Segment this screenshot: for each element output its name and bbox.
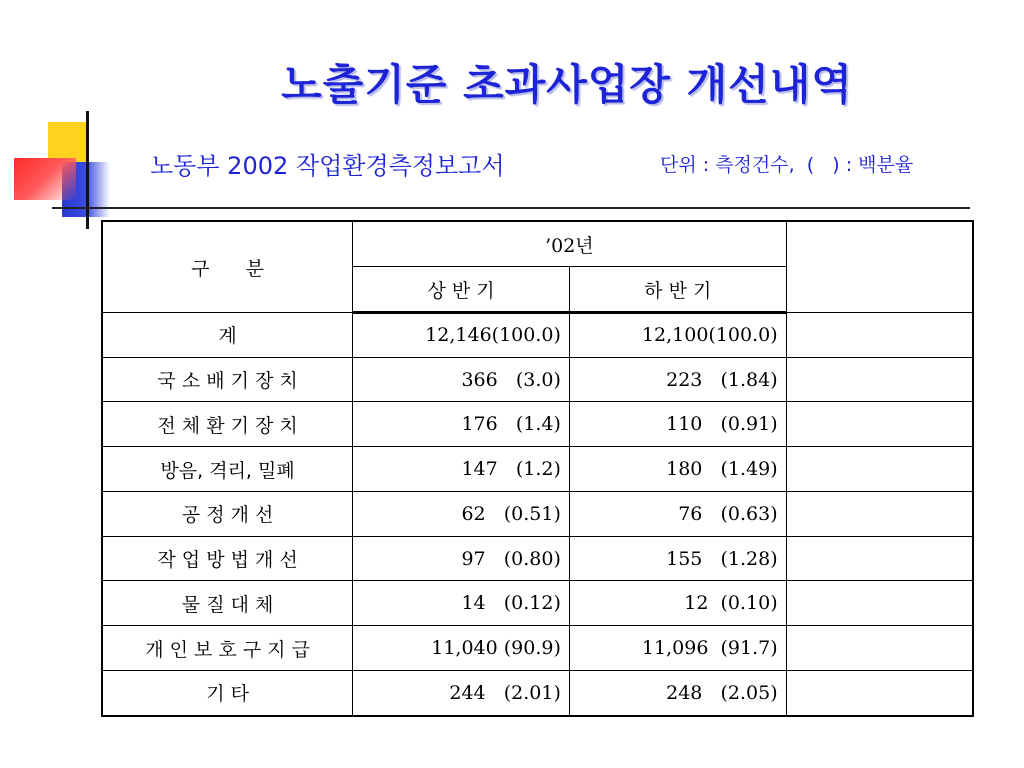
row-second-half-value: 248 (2.05) — [569, 670, 786, 716]
row-second-half-value: 110 (0.91) — [569, 402, 786, 447]
row-first-half-value: 366 (3.0) — [353, 357, 570, 402]
table-row — [102, 536, 973, 581]
decor-red-square — [14, 158, 76, 200]
row-first-half-value: 62 (0.51) — [353, 491, 570, 536]
row-second-half-value: 12,100(100.0) — [569, 313, 786, 358]
header-row-1 — [102, 221, 973, 267]
row-label: 국 소 배 기 장 치 — [102, 357, 353, 402]
slide-subtitle: 노동부 2002 작업환경측정보고서 — [150, 152, 505, 180]
row-extra-value — [786, 447, 973, 492]
table-row — [102, 491, 973, 536]
row-extra-value — [786, 313, 973, 358]
row-label: 계 — [102, 313, 353, 358]
table-row — [102, 447, 973, 492]
row-extra-value — [786, 357, 973, 402]
row-first-half-value: 14 (0.12) — [353, 581, 570, 626]
row-second-half-value: 12 (0.10) — [569, 581, 786, 626]
table-row — [102, 626, 973, 671]
header-year: ’02년 — [353, 221, 786, 267]
decor-vertical-line — [86, 111, 89, 229]
row-label: 개 인 보 호 구 지 급 — [102, 626, 353, 671]
row-label: 공 정 개 선 — [102, 491, 353, 536]
row-label: 작 업 방 법 개 선 — [102, 536, 353, 581]
header-category: 구 분 — [102, 221, 353, 313]
header-first-half: 상 반 기 — [353, 267, 570, 313]
row-extra-value — [786, 670, 973, 716]
header-extra — [786, 221, 973, 313]
table-row — [102, 670, 973, 716]
table-row — [102, 357, 973, 402]
row-first-half-value: 97 (0.80) — [353, 536, 570, 581]
header-second-half: 하 반 기 — [569, 267, 786, 313]
row-extra-value — [786, 581, 973, 626]
row-label: 기 타 — [102, 670, 353, 716]
unit-note: 단위 : 측정건수, ( ) : 백분율 — [660, 154, 914, 176]
row-second-half-value: 155 (1.28) — [569, 536, 786, 581]
row-first-half-value: 176 (1.4) — [353, 402, 570, 447]
row-first-half-value: 147 (1.2) — [353, 447, 570, 492]
decor-horizontal-line — [52, 207, 970, 209]
row-extra-value — [786, 626, 973, 671]
data-table — [101, 220, 974, 717]
table-row — [102, 402, 973, 447]
row-first-half-value: 11,040 (90.9) — [353, 626, 570, 671]
table-row — [102, 313, 973, 358]
row-second-half-value: 11,096 (91.7) — [569, 626, 786, 671]
row-first-half-value: 12,146(100.0) — [353, 313, 570, 358]
table-row — [102, 581, 973, 626]
table-body — [102, 313, 973, 717]
row-extra-value — [786, 491, 973, 536]
row-label: 물 질 대 체 — [102, 581, 353, 626]
row-label: 방음, 격리, 밀폐 — [102, 447, 353, 492]
row-label: 전 체 환 기 장 치 — [102, 402, 353, 447]
row-first-half-value: 244 (2.01) — [353, 670, 570, 716]
slide-title: 노출기준 초과사업장 개선내역 — [281, 60, 853, 109]
decor-yellow-square — [48, 122, 86, 162]
row-second-half-value: 76 (0.63) — [569, 491, 786, 536]
row-extra-value — [786, 536, 973, 581]
row-second-half-value: 223 (1.84) — [569, 357, 786, 402]
row-extra-value — [786, 402, 973, 447]
row-second-half-value: 180 (1.49) — [569, 447, 786, 492]
